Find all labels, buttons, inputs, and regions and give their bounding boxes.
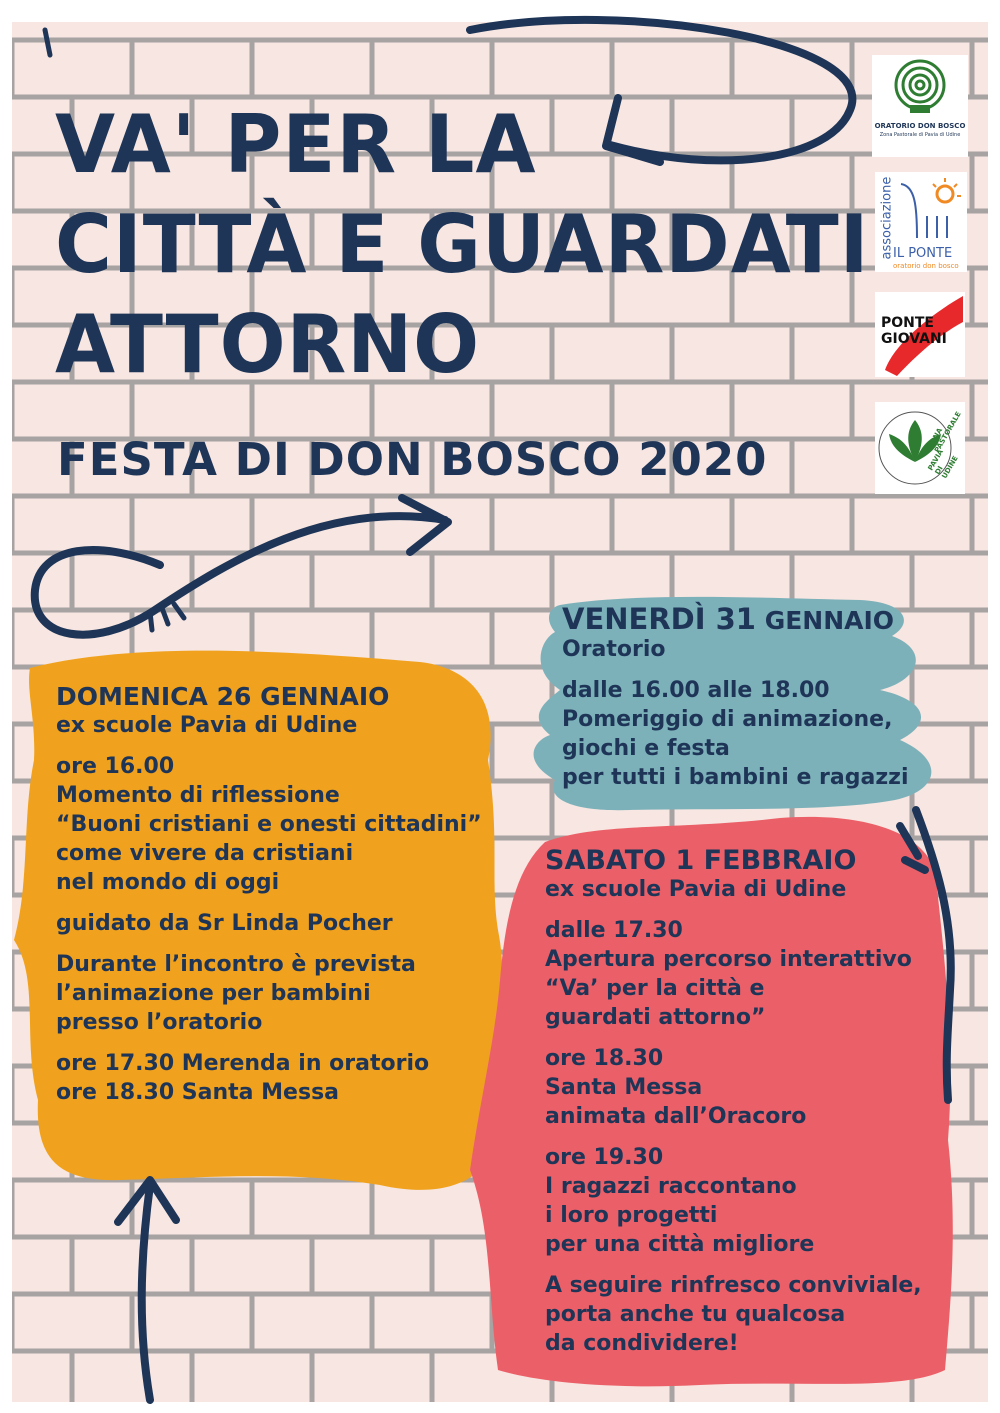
- title-line-3: ATTORNO: [55, 298, 481, 391]
- domenica-guide: guidato da Sr Linda Pocher: [56, 911, 393, 936]
- sabato-event-2b: animata dall’Oracoro: [545, 1104, 807, 1129]
- venerdi-block: [562, 602, 909, 792]
- venerdi-place: Oratorio: [562, 637, 666, 662]
- domenica-time-1: ore 16.00: [56, 754, 175, 779]
- sabato-close-2: porta anche tu qualcosa: [545, 1302, 846, 1327]
- sabato-event-1b: “Va’ per la città e: [545, 976, 765, 1001]
- domenica-note-3: presso l’oratorio: [56, 1010, 263, 1035]
- sabato-time-2: ore 18.30: [545, 1046, 664, 1071]
- domenica-day: DOMENICA 26: [56, 682, 252, 711]
- sabato-event-2a: Santa Messa: [545, 1075, 703, 1100]
- oratorio-don-bosco-logo: [872, 55, 968, 157]
- domenica-note-2: l’animazione per bambini: [56, 981, 371, 1006]
- venerdi-line-1: Pomeriggio di animazione,: [562, 707, 893, 732]
- sabato-event-3a: I ragazzi raccontano: [545, 1174, 797, 1199]
- title-line-2: CITTÀ E GUARDATI: [55, 198, 870, 291]
- sabato-place: ex scuole Pavia di Udine: [545, 877, 847, 902]
- sabato-close-3: da condividere!: [545, 1331, 739, 1356]
- domenica-quote: “Buoni cristiani e onesti cittadini”: [56, 812, 482, 837]
- venerdi-heading: [562, 602, 908, 636]
- ponte-giovani-line-2: GIOVANI: [881, 331, 947, 347]
- domenica-desc-1: come vivere da cristiani: [56, 841, 354, 866]
- sun-bridge-icon: [897, 176, 965, 242]
- il-ponte-logo-sub: oratorio don bosco: [893, 262, 959, 270]
- swirl-tick-2-icon: [162, 608, 168, 624]
- sabato-heading: SABATO 1 FEBBRAIO: [545, 845, 857, 876]
- sabato-close-1: A seguire rinfresco conviviale,: [545, 1273, 922, 1298]
- ponte-giovani-line-1: PONTE: [881, 315, 934, 331]
- spiral-tree-icon: [872, 55, 968, 117]
- il-ponte-logo-side: associazione: [879, 176, 895, 260]
- domenica-place: ex scuole Pavia di Udine: [56, 713, 358, 738]
- left-swirl-arrow-icon: [35, 498, 448, 635]
- domenica-messa: ore 18.30 Santa Messa: [56, 1080, 340, 1105]
- domenica-heading: [56, 682, 482, 711]
- sabato-time-3: ore 19.30: [545, 1145, 664, 1170]
- oratorio-logo-sub: Zona Pastorale di Pavia di Udine: [879, 132, 961, 138]
- sabato-event-1c: guardati attorno”: [545, 1005, 766, 1030]
- domenica-month: GENNAIO: [260, 682, 390, 711]
- zona-pastorale-logo: [875, 402, 965, 494]
- sabato-event-3c: per una città migliore: [545, 1232, 815, 1257]
- title-line-1: VA' PER LA: [55, 98, 537, 191]
- domenica-block: [56, 682, 482, 1107]
- oratorio-logo-name: ORATORIO DON BOSCO: [874, 122, 966, 130]
- venerdi-line-3: per tutti i bambini e ragazzi: [562, 765, 909, 790]
- domenica-event-1: Momento di riflessione: [56, 783, 340, 808]
- sabato-block: [545, 846, 922, 1358]
- zona-logo-line-2: PAVIA DI UDINE: [926, 448, 960, 480]
- venerdi-time: dalle 16.00 alle 18.00: [562, 678, 830, 703]
- venerdi-month: GENNAIO: [764, 606, 895, 635]
- upward-arrow-icon: [118, 1180, 176, 1400]
- domenica-note-1: Durante l’incontro è prevista: [56, 952, 416, 977]
- venerdi-line-2: giochi e festa: [562, 736, 730, 761]
- subtitle: FESTA DI DON BOSCO 2020: [57, 433, 768, 486]
- zona-logo-line-1: ZONA PASTORALE: [926, 410, 963, 454]
- sabato-time-1: dalle 17.30: [545, 918, 683, 943]
- sabato-event-3b: i loro progetti: [545, 1203, 718, 1228]
- domenica-merenda: ore 17.30 Merenda in oratorio: [56, 1051, 430, 1076]
- venerdi-day: VENERDÌ 31: [562, 602, 756, 636]
- sabato-event-1a: Apertura percorso interattivo: [545, 947, 912, 972]
- top-mark-icon: [45, 30, 50, 55]
- il-ponte-logo: [875, 172, 967, 272]
- swirl-tick-3-icon: [174, 604, 184, 618]
- ponte-giovani-logo: [875, 292, 965, 377]
- domenica-desc-2: nel mondo di oggi: [56, 870, 280, 895]
- il-ponte-logo-name: IL PONTE: [893, 246, 953, 261]
- swirl-tick-1-icon: [150, 612, 152, 630]
